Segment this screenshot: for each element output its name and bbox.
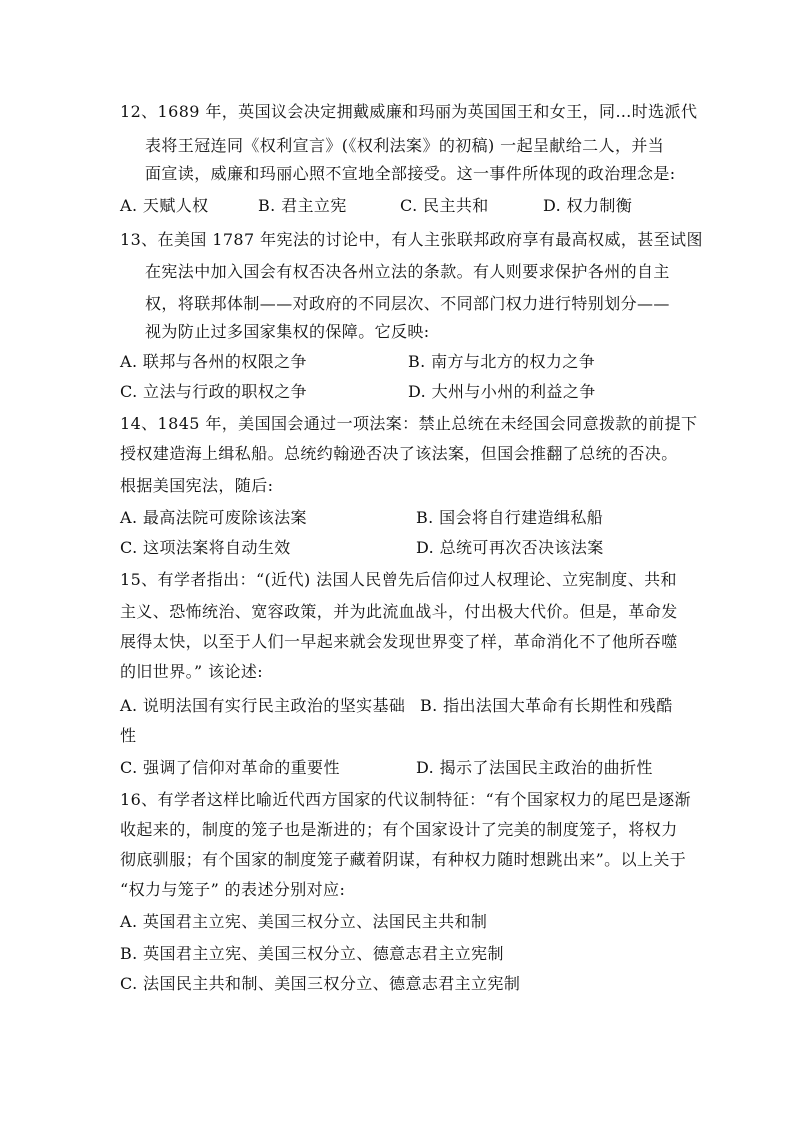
q13-option-c: C. 立法与行政的职权之争 xyxy=(120,382,308,401)
q16-option-b: B. 英国君主立宪、美国三权分立、德意志君主立宪制 xyxy=(120,944,504,963)
q15-option-b: B. 指出法国大革命有长期性和残酷 xyxy=(420,696,673,715)
q16-line-4: “权力与笼子” 的表述分别对应: xyxy=(120,880,346,899)
q14-option-b: B. 国会将自行建造缉私船 xyxy=(416,508,604,527)
q13-option-d: D. 大州与小州的利益之争 xyxy=(408,382,596,401)
q14-option-d: D. 总统可再次否决该法案 xyxy=(416,538,604,557)
q12-option-a: A. 天赋人权 xyxy=(120,196,209,215)
q15-option-b-wrap: 性 xyxy=(120,726,137,745)
q15-line-3: 展得太快，以至于人们一早起来就会发现世界变了样，革命消化不了他所吞噬 xyxy=(120,632,678,651)
q15-option-a: A. 说明法国有实行民主政治的坚实基础 xyxy=(120,696,406,715)
q16-option-a: A. 英国君主立宪、美国三权分立、法国民主共和制 xyxy=(120,912,488,931)
q12-line-1: 12、1689 年，英国议会决定拥戴威廉和玛丽为英国国王和女王，同…时选派代 xyxy=(120,102,698,121)
q15-line-1: 15、有学者指出：“(近代) 法国人民曾先后信仰过人权理论、立宪制度、共和 xyxy=(120,570,677,589)
q15-line-4: 的旧世界。” 该论述: xyxy=(120,662,264,681)
q14-line-2: 授权建造海上缉私船。总统约翰逊否决了该法案，但国会推翻了总统的否决。 xyxy=(120,444,678,463)
q14-option-a: A. 最高法院可废除该法案 xyxy=(120,508,307,527)
q16-line-2: 收起来的，制度的笼子也是渐进的；有个国家设计了完美的制度笼子，将权力 xyxy=(120,820,678,839)
q15-line-2: 主义、恐怖统治、宽容政策，并为此流血战斗，付出极大代价。但是，革命发 xyxy=(120,602,678,621)
q12-option-c: C. 民主共和 xyxy=(400,196,489,215)
q14-line-3: 根据美国宪法，随后: xyxy=(120,476,274,495)
q13-line-2: 在宪法中加入国会有权否决各州立法的条款。有人则要求保护各州的自主 xyxy=(145,262,670,281)
q16-line-1: 16、有学者这样比喻近代西方国家的代议制特征：“有个国家权力的尾巴是逐渐 xyxy=(120,790,691,809)
q16-option-c: C. 法国民主共和制、美国三权分立、德意志君主立宪制 xyxy=(120,974,521,993)
q12-line-2: 表将王冠连同《权利宣言》(《权利法案》的初稿) 一起呈献给二人，并当 xyxy=(145,136,665,155)
q13-option-b: B. 南方与北方的权力之争 xyxy=(408,352,596,371)
q14-line-1: 14、1845 年，美国国会通过一项法案：禁止总统在未经国会同意拨款的前提下 xyxy=(120,414,698,433)
q16-line-3: 彻底驯服；有个国家的制度笼子藏着阴谋，有种权力随时想跳出来”。以上关于 xyxy=(120,850,687,869)
q15-option-c: C. 强调了信仰对革命的重要性 xyxy=(120,758,340,777)
q13-line-4: 视为防止过多国家集权的保障。它反映: xyxy=(145,322,430,341)
q15-option-d: D. 揭示了法国民主政治的曲折性 xyxy=(416,758,653,777)
q14-option-c: C. 这项法案将自动生效 xyxy=(120,538,291,557)
q12-option-d: D. 权力制衡 xyxy=(543,196,633,215)
q13-option-a: A. 联邦与各州的权限之争 xyxy=(120,352,307,371)
q12-option-b: B. 君主立宪 xyxy=(258,196,347,215)
q12-line-3: 面宣读，威廉和玛丽心照不宣地全部接受。这一事件所体现的政治理念是: xyxy=(145,164,676,183)
q13-line-1: 13、在美国 1787 年宪法的讨论中，有人主张联邦政府享有最高权威，甚至试图 xyxy=(120,230,703,249)
q13-line-3: 权，将联邦体制——对政府的不同层次、不同部门权力进行特别划分—— xyxy=(145,294,670,313)
